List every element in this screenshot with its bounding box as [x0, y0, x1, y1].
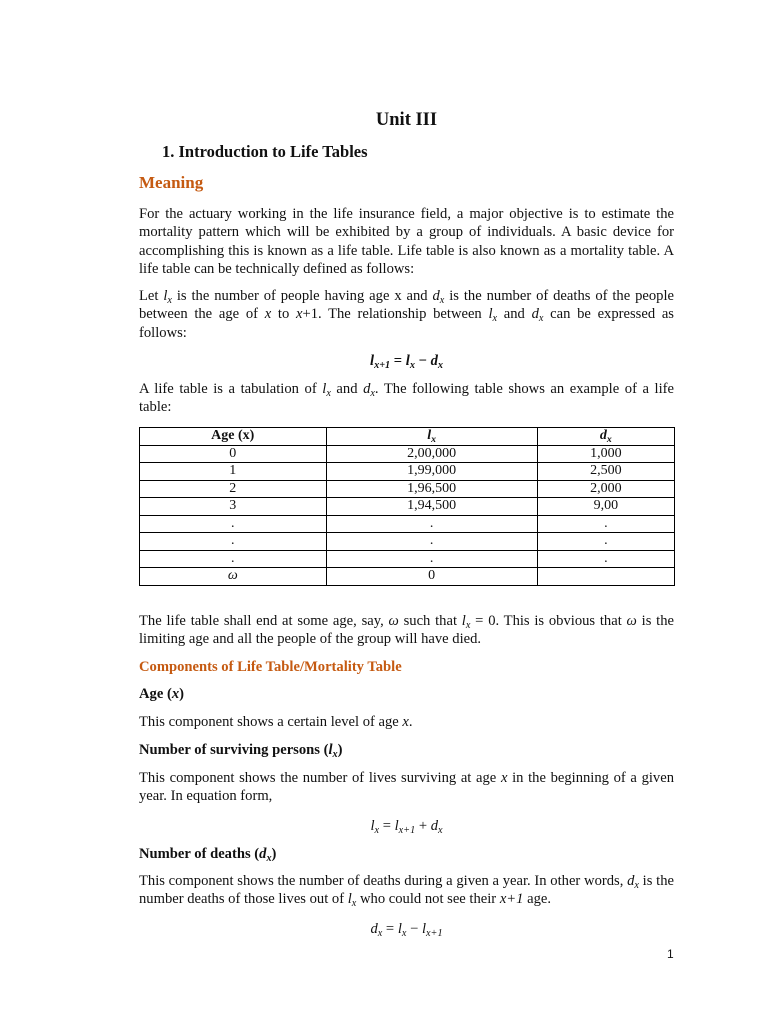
text-run: For the actuary working in the life insurance field, a major objective is to estimate the mortality pattern which will be exhibited by a group of individuals. A basic device for accomplishing this is known as a life table. Life table is also known as a mortality table. A life table can be technically defined as follows: — [139, 206, 674, 277]
table-row — [140, 550, 675, 568]
text-run: and — [330, 381, 364, 397]
math-variable: $l_x$ — [163, 288, 172, 306]
math-variable: $l_x$ — [397, 921, 407, 939]
math-variable: $l_x$ — [347, 891, 357, 910]
paragraph-deaths — [139, 872, 674, 909]
page-number: 1 — [667, 947, 674, 961]
italic-text: x — [402, 714, 409, 730]
text-run: = — [379, 818, 395, 834]
math-variable: $d_x$ — [259, 846, 272, 864]
cell-age: 3 — [140, 498, 327, 516]
text-run: age. — [523, 891, 552, 908]
text-run: . — [408, 714, 413, 730]
table-row — [140, 463, 675, 481]
text-run: can be expressed as follows: — [139, 306, 674, 341]
cell-age: 0 — [140, 445, 327, 463]
cell-age: . — [140, 515, 327, 533]
paragraph-limiting-age — [139, 612, 674, 649]
text-run: Number of surviving persons ( — [139, 742, 329, 758]
text-run: in the beginning of a given year. In equation form, — [139, 770, 674, 805]
life-table — [139, 427, 675, 586]
italic-text: ω — [388, 613, 399, 629]
math-variable: $l_x$ — [488, 306, 498, 325]
cell-dx: . — [537, 533, 674, 551]
text-run: The life table shall end at some age, say, — [139, 613, 389, 629]
italic-text: x — [171, 686, 180, 702]
italic-text: x — [264, 306, 272, 323]
text-run: is the limiting age and all the people of the group will have died. — [139, 613, 674, 648]
math-variable: $l_x$ — [461, 613, 471, 631]
equation-lx1 — [139, 352, 674, 370]
cell-lx: . — [326, 533, 537, 551]
text-run: This component shows the number of deaths during a given a year. In other words, — [139, 873, 628, 889]
cell-lx: . — [326, 550, 537, 568]
text-run: ) — [271, 846, 277, 862]
table-row — [140, 480, 675, 498]
text-run: − — [406, 921, 422, 937]
cell-dx — [537, 568, 674, 586]
text-run: to — [271, 306, 296, 323]
header-lx: $l_x$ — [326, 428, 537, 446]
math-variable: $d_x$ — [430, 353, 443, 371]
text-run: is the number of people having age x and — [171, 288, 433, 304]
table-row — [140, 515, 675, 533]
equation-lx — [139, 817, 674, 835]
cell-dx: 2,000 — [537, 480, 674, 498]
math-variable: $l_{x+1}$ — [370, 353, 391, 371]
text-run: +1. The relationship between — [302, 306, 489, 323]
math-variable: $l_x$ — [405, 353, 415, 371]
paragraph-age — [139, 713, 674, 731]
cell-age: . — [140, 533, 327, 551]
table-row — [140, 533, 675, 551]
math-variable: $l_x$ — [322, 381, 331, 399]
italic-text: x — [295, 306, 303, 323]
header-dx: $d_x$ — [537, 428, 674, 446]
paragraph-intro — [139, 205, 674, 278]
page-title: Unit III — [375, 110, 438, 130]
text-run: ) — [337, 742, 343, 758]
cell-age: 1 — [140, 463, 327, 481]
text-run: This component shows the number of lives surviving at age — [139, 770, 501, 786]
cell-lx: . — [326, 515, 537, 533]
cell-dx: 9,00 — [537, 498, 674, 516]
text-run: This component shows a certain level of age — [139, 714, 403, 730]
cell-age: . — [140, 550, 327, 568]
italic-text: x — [500, 770, 508, 786]
surviving-heading — [139, 741, 674, 759]
table-row — [140, 568, 675, 586]
text-run: such that — [398, 613, 462, 629]
text-run: = 0. This is obvious that — [470, 613, 627, 629]
header-age: Age (x) — [140, 428, 327, 446]
text-run: is the number deaths of those lives out of — [139, 873, 674, 908]
math-variable: $d_x$ — [370, 921, 383, 939]
equation-dx — [139, 920, 674, 938]
cell-lx: 1,96,500 — [326, 480, 537, 498]
text-run: − — [414, 353, 431, 369]
deaths-heading — [139, 845, 674, 863]
paragraph-surviving — [139, 769, 674, 806]
text-run: A life table is a tabulation of — [139, 381, 323, 397]
paragraph-definition — [139, 287, 674, 342]
math-variable: $d_x$ — [531, 306, 544, 325]
meaning-heading: Meaning — [139, 173, 204, 192]
cell-dx: . — [537, 550, 674, 568]
text-run: Let — [139, 288, 164, 304]
math-variable: $d_x$ — [363, 381, 375, 399]
math-variable: $l_{x+1}$ — [421, 921, 443, 939]
text-run: and — [497, 306, 532, 323]
table-header-row — [140, 428, 675, 446]
cell-lx: 1,94,500 — [326, 498, 537, 516]
italic-text: x+1 — [499, 891, 524, 908]
text-run: . The following table shows an example of a life table: — [139, 381, 674, 416]
math-variable: $d_x$ — [432, 288, 445, 306]
text-run: + — [415, 818, 431, 834]
text-run: = — [390, 353, 406, 369]
text-run: = — [382, 921, 398, 937]
table-row — [140, 498, 675, 516]
math-variable: $l_x$ — [370, 818, 380, 836]
cell-lx: 2,00,000 — [326, 445, 537, 463]
italic-text: ω — [626, 613, 637, 629]
paragraph-tabulation — [139, 380, 674, 417]
cell-dx: . — [537, 515, 674, 533]
age-heading — [139, 685, 674, 703]
cell-lx: 1,99,000 — [326, 463, 537, 481]
cell-dx: 2,500 — [537, 463, 674, 481]
cell-lx: 0 — [326, 568, 537, 586]
cell-age: 2 — [140, 480, 327, 498]
section-heading: 1. Introduction to Life Tables — [162, 142, 368, 161]
math-variable: $l_{x+1}$ — [394, 818, 416, 836]
text-run: Age ( — [139, 686, 172, 702]
text-run: is the number of deaths of the people between the age of — [139, 288, 674, 323]
text-run: who could not see their — [356, 891, 500, 908]
math-variable: $l_x$ — [328, 742, 338, 760]
components-heading: Components of Life Table/Mortality Table — [139, 659, 402, 675]
math-variable: $d_x$ — [430, 818, 443, 836]
math-variable: $d_x$ — [627, 873, 639, 891]
text-run: ) — [179, 686, 184, 702]
text-run: Number of deaths ( — [139, 846, 260, 862]
cell-age: ω — [140, 568, 327, 586]
table-row — [140, 445, 675, 463]
cell-dx: 1,000 — [537, 445, 674, 463]
